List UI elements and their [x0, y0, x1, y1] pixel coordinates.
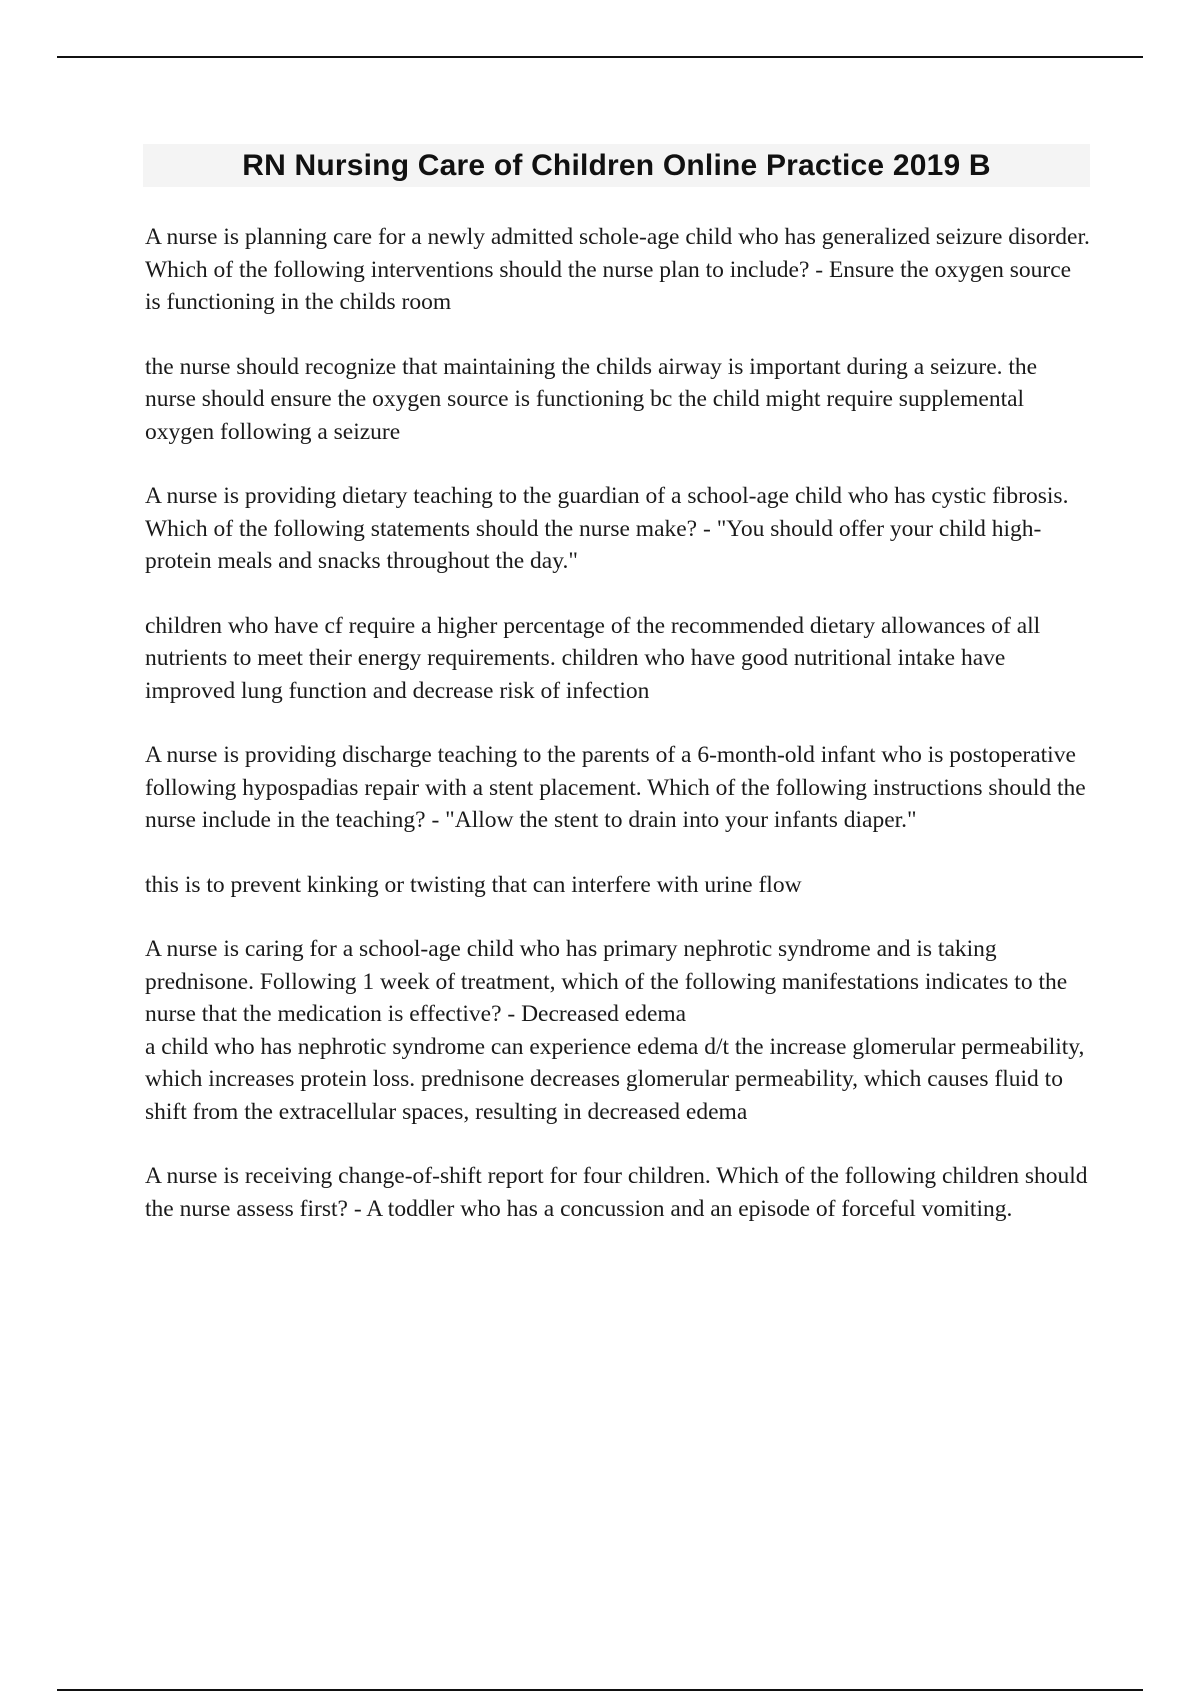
question-paragraph: A nurse is caring for a school-age child who has primary nephrotic syndrome and is taking prednisone. Following 1 week of treatment, which of the following manifestations indicates to the nurse that the medication is effective? - Decreased edema — [145, 936, 1068, 1027]
rationale-paragraph: the nurse should recognize that maintaining the childs airway is important during a seizure. the nurse should ensure the oxygen source is functioning bc the child might require supplemental oxygen following a seizure — [145, 353, 1038, 445]
question-paragraph: A nurse is receiving change-of-shift report for four children. Which of the following children should the nurse assess first? - A toddler who has a concussion and an episode of forceful vomiting. — [145, 1163, 1088, 1222]
title-band — [143, 144, 1090, 187]
rationale-paragraph: children who have cf require a higher percentage of the recommended dietary allowances of all nutrients to meet their energy requirements. children who have good nutritional intake have improved lung function and decrease risk of infection — [145, 612, 1041, 704]
document-body — [145, 221, 1090, 1225]
top-divider — [57, 56, 1143, 58]
question-paragraph: A nurse is planning care for a newly admitted schole-age child who has generalized seizure disorder. Which of the following interventions should the nurse plan to include? - Ensure the oxygen source is functioning in the childs room — [145, 224, 1090, 315]
rationale-paragraph: a child who has nephrotic syndrome can experience edema d/t the increase glomerular permeability, which increases protein loss. prednisone decreases glomerular permeability, which causes fluid to shift from the extracellular spaces, resulting in decreased edema — [145, 1033, 1085, 1125]
bottom-divider — [57, 1689, 1143, 1691]
question-paragraph: A nurse is providing dietary teaching to the guardian of a school-age child who has cystic fibrosis. Which of the following statements should the nurse make? - "You should offer your child high-protein meals and snacks throughout the day." — [145, 483, 1069, 574]
page-title: RN Nursing Care of Children Online Practice 2019 B — [242, 148, 991, 182]
rationale-paragraph: this is to prevent kinking or twisting that can interfere with urine flow — [145, 871, 802, 898]
question-paragraph: A nurse is providing discharge teaching to the parents of a 6-month-old infant who is postoperative following hypospadias repair with a stent placement. Which of the following instructions should the nurse include in the teaching? - "Allow the stent to drain into your infants diaper." — [145, 742, 1086, 833]
